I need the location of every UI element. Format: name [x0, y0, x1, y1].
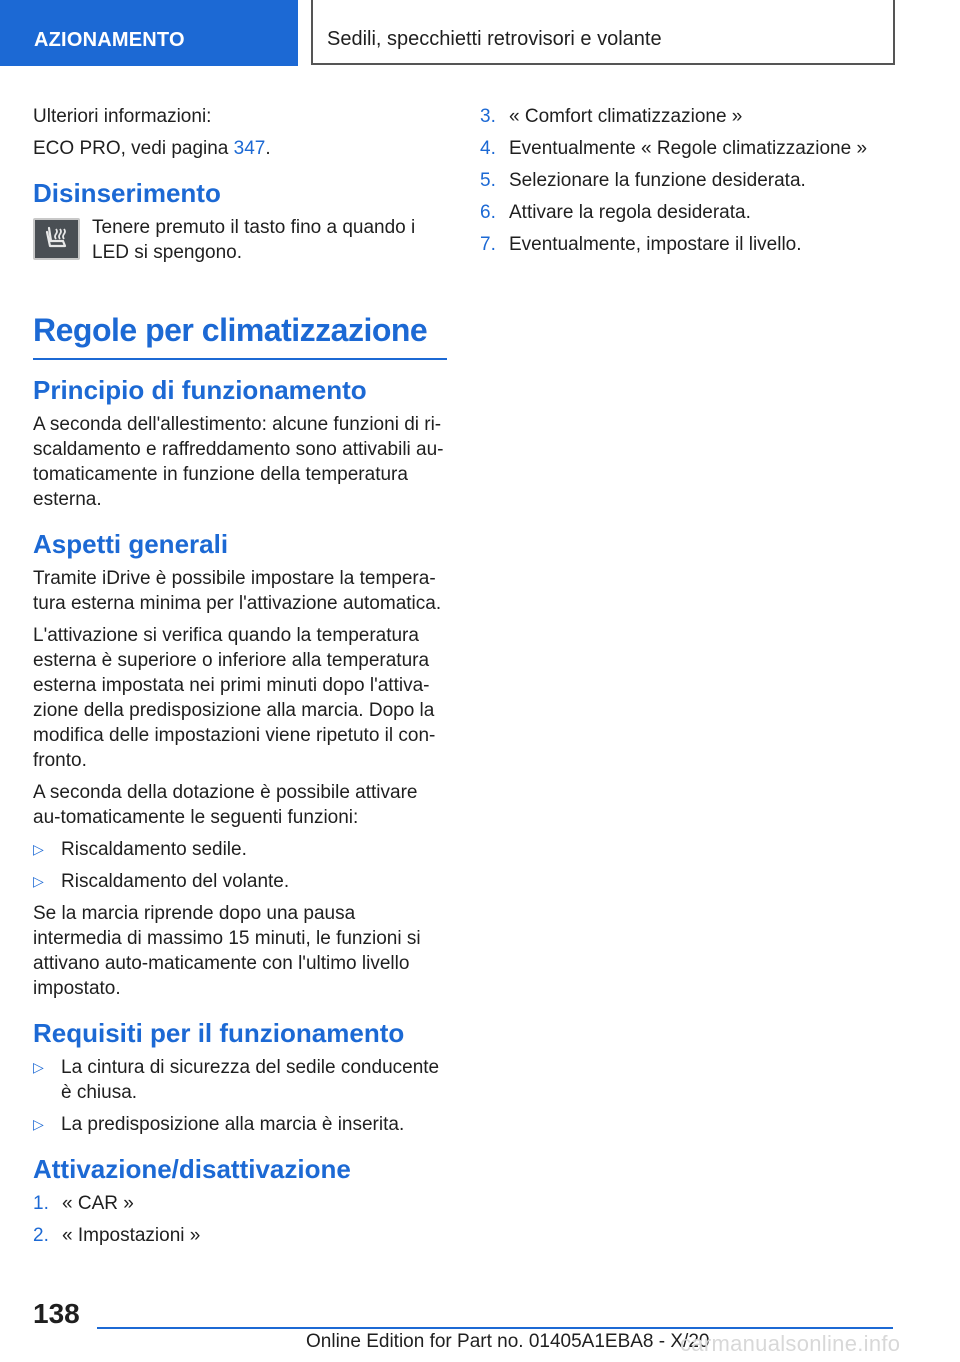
climate-rules-title: Regole per climatizzazione	[33, 310, 447, 360]
eco-pro-reference	[33, 136, 447, 161]
list-item: 4. Eventualmente « Regole climatizzazione »	[480, 138, 868, 159]
requirements-list	[33, 1055, 447, 1137]
footer-divider	[97, 1327, 893, 1329]
deactivation-heading: Disinserimento	[33, 178, 221, 208]
list-item: 2. « Impostazioni »	[33, 1225, 201, 1246]
list-item: 1. « CAR »	[33, 1193, 134, 1214]
deactivation-text: Tenere premuto il tasto fino a quando i LED si spengono.	[92, 217, 416, 263]
triangle-bullet-icon: ▷	[33, 873, 44, 889]
right-column	[480, 104, 900, 264]
list-item: 3. « Comfort climatizzazione »	[480, 106, 743, 127]
seat-heating-icon	[33, 218, 80, 260]
principle-heading: Principio di funzionamento	[33, 375, 367, 405]
list-item: 6. Attivare la regola desiderata.	[480, 202, 751, 223]
activation-steps-left	[33, 1191, 447, 1248]
list-item: ▷ La cintura di sicurezza del sedile conducente è chiusa.	[33, 1057, 440, 1103]
page-number: 138	[33, 1298, 80, 1329]
triangle-bullet-icon: ▷	[33, 1059, 44, 1075]
general-paragraph-1: Tramite iDrive è possibile impostare la tempera-tura esterna minima per l'attivazione automatica.	[33, 568, 442, 614]
eco-pro-suffix: .	[265, 138, 271, 159]
list-item: 5. Selezionare la funzione desiderata.	[480, 170, 806, 191]
function-list	[33, 837, 447, 894]
general-paragraph-2: L'attivazione si verifica quando la temperatura esterna è superiore o inferiore alla temperatura esterna impostata nei primi minuti dopo l'attiva-zione della predisposizione alla marcia. Dopo la modifica delle impostazioni viene ripetuto il con-fronto.	[33, 625, 436, 771]
list-item: ▷ Riscaldamento sedile.	[33, 839, 247, 860]
general-paragraph-3: A seconda della dotazione è possibile attivare au-tomaticamente le seguenti funzioni:	[33, 782, 418, 828]
more-info-label: Ulteriori informazioni:	[33, 106, 212, 127]
list-item: 7. Eventualmente, impostare il livello.	[480, 234, 802, 255]
deactivation-row	[33, 215, 447, 272]
activation-steps-right	[480, 104, 900, 257]
chapter-title: Sedili, specchietti retrovisori e volante	[327, 28, 662, 50]
general-paragraph-4: Se la marcia riprende dopo una pausa intermedia di massimo 15 minuti, le funzioni si attivano auto-maticamente con l'ultimo livello impostato.	[33, 903, 421, 999]
general-heading: Aspetti generali	[33, 529, 229, 559]
left-column	[33, 104, 447, 1255]
principle-text: A seconda dell'allestimento: alcune funzioni di ri-scaldamento e raffreddamento sono attivabili au-tomaticamente in funzione della temperatura esterna.	[33, 414, 444, 510]
chapter-box	[311, 0, 895, 65]
eco-pro-text: ECO PRO, vedi pagina	[33, 138, 229, 159]
list-item: ▷ La predisposizione alla marcia è inserita.	[33, 1114, 405, 1135]
page-header	[0, 0, 960, 66]
triangle-bullet-icon: ▷	[33, 1116, 44, 1132]
edition-text: Online Edition for Part no. 01405A1EBA8 - X/20	[306, 1331, 710, 1352]
section-tab	[0, 0, 298, 66]
triangle-bullet-icon: ▷	[33, 841, 44, 857]
watermark: carmanualsonline.info	[680, 1331, 901, 1356]
requirements-heading: Requisiti per il funzionamento	[33, 1018, 405, 1048]
page-link-347[interactable]: 347	[233, 138, 266, 159]
activation-heading: Attivazione/disattivazione	[33, 1154, 351, 1184]
section-title: AZIONAMENTO	[34, 29, 185, 51]
list-item: ▷ Riscaldamento del volante.	[33, 871, 290, 892]
